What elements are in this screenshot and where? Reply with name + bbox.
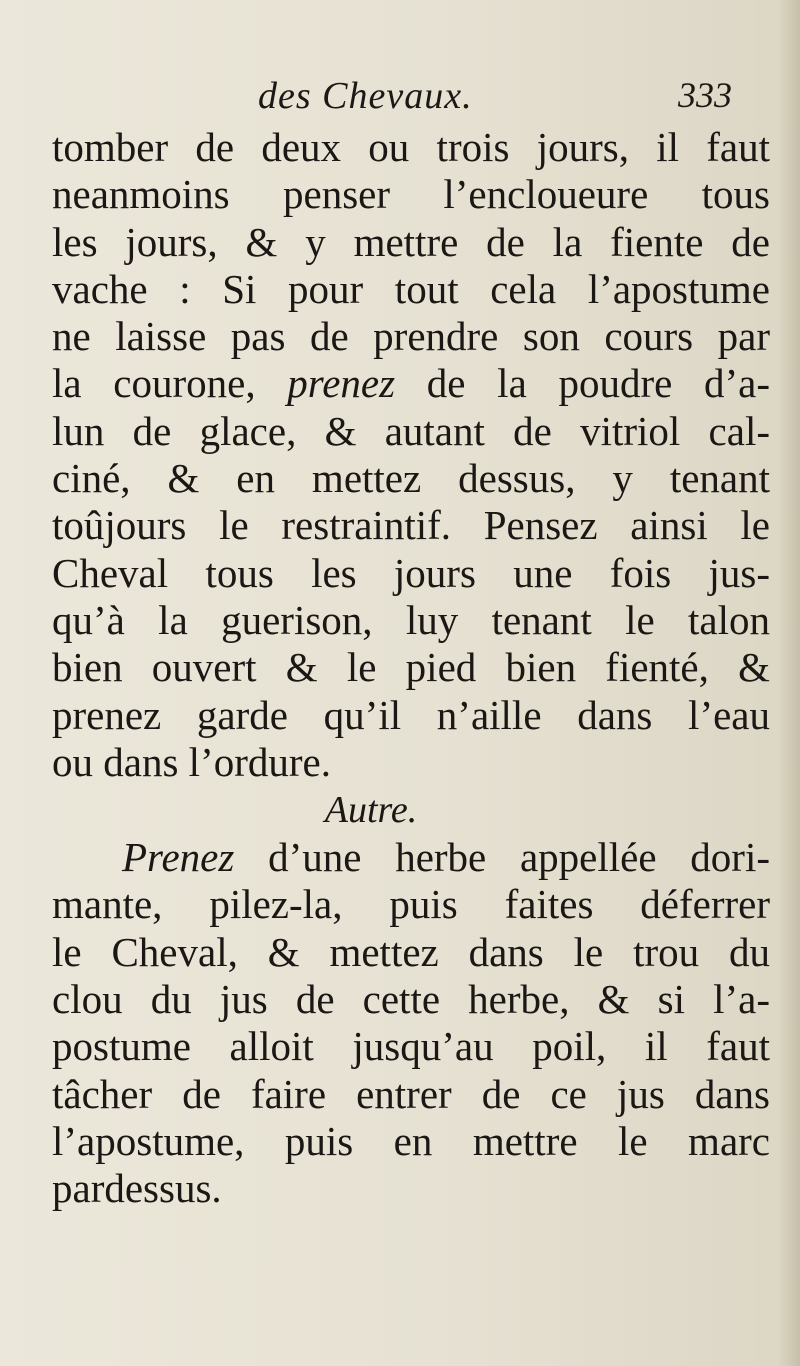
text-line: qu’à la guerison, luy tenant le talon — [52, 596, 770, 643]
text-line: les jours, & y mettre de la fiente de — [52, 218, 770, 265]
page-header — [0, 70, 800, 120]
text-line — [52, 834, 770, 881]
text-line: ciné, & en mettez dessus, y tenant — [52, 455, 770, 502]
text-line: le Cheval, & mettez dans le trou du — [52, 928, 770, 975]
text-line: toûjours le restraintif. Pensez ainsi le — [52, 502, 770, 549]
page-number: 333 — [678, 75, 732, 115]
section-heading: Autre. — [324, 789, 418, 832]
running-title: des Chevaux. — [258, 75, 473, 117]
text-line: neanmoins penser l’encloueure tous — [52, 171, 770, 218]
text-line: vache : Si pour tout cela l’apostume — [52, 265, 770, 312]
text-line: tomber de deux ou trois jours, il faut — [52, 124, 770, 170]
text-line: prenez garde qu’il n’aille dans l’eau — [52, 691, 770, 738]
text-line: postume alloit jusqu’au poil, il faut — [52, 1023, 770, 1070]
text-fragment: de la poudre d’a- — [426, 360, 771, 407]
text-line: Cheval tous les jours une fois jus- — [52, 549, 770, 596]
text-line: mante, pilez-la, puis faites déferrer — [52, 881, 770, 928]
text-fragment: la courone, — [52, 360, 256, 407]
italic-word: prenez — [287, 360, 396, 407]
text-line: ne laisse pas de prendre son cours par — [52, 313, 770, 360]
text-line — [52, 360, 770, 407]
italic-word: Prenez — [122, 834, 235, 881]
page-edge-shadow — [778, 0, 800, 1366]
body-text — [52, 124, 770, 1213]
text-fragment: d’une herbe appellée dori- — [268, 834, 771, 881]
text-line: clou du jus de cette herbe, & si l’a- — [52, 976, 770, 1023]
text-line: ou dans l’ordure. — [52, 738, 331, 785]
text-line: l’apostume, puis en mettre le marc — [52, 1117, 770, 1164]
text-line: bien ouvert & le pied bien fienté, & — [52, 644, 770, 691]
text-line: tâcher de faire entrer de ce jus dans — [52, 1070, 770, 1117]
text-line: lun de glace, & autant de vitriol cal- — [52, 407, 770, 454]
text-line: pardessus. — [52, 1165, 222, 1212]
